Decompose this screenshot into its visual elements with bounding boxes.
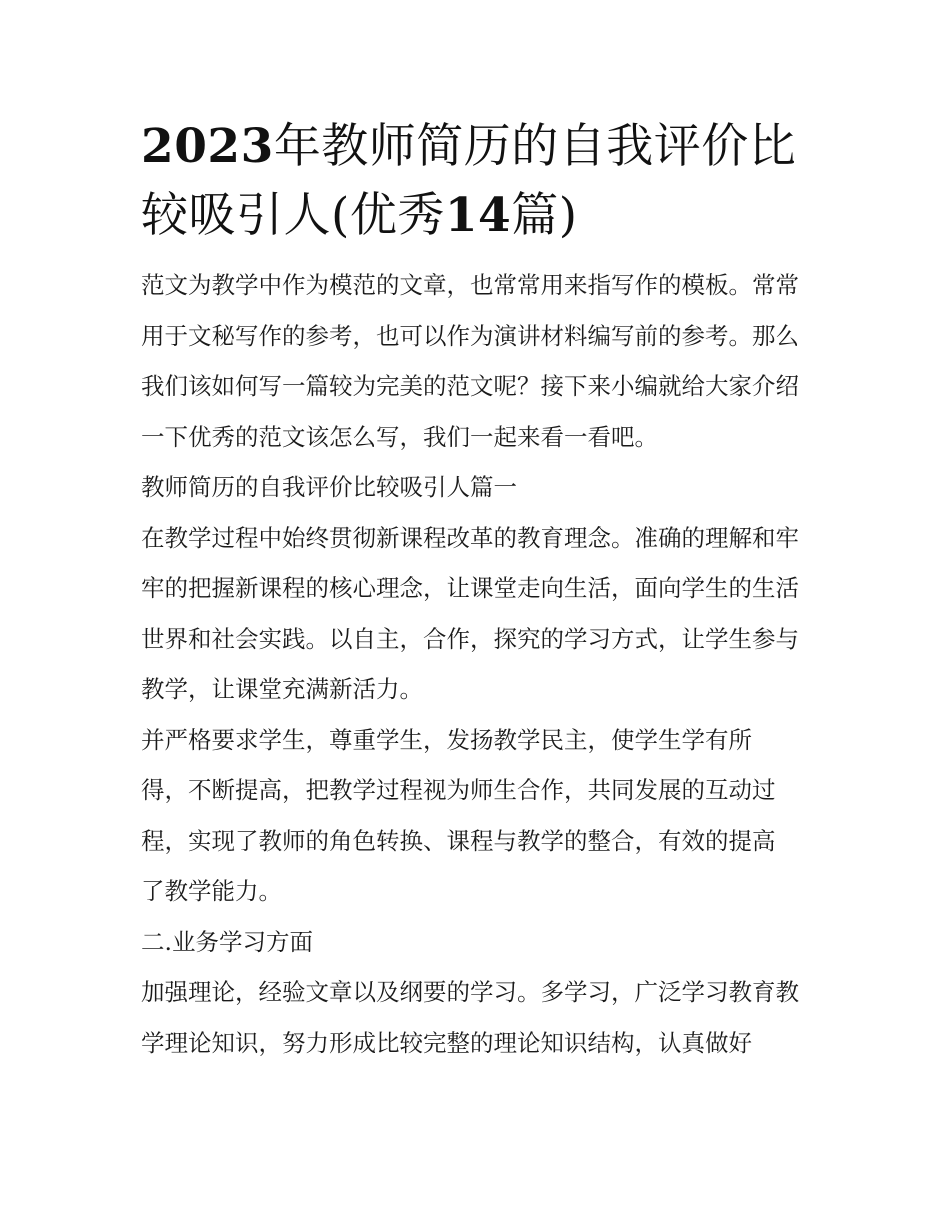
body-paragraph-2: 并严格要求学生，尊重学生，发扬教学民主，使学生学有所得，不断提高，把教学过程视为师生合作，共同发展的互动过程，实现了教师的角色转换、课程与教学的整合，有效的提高了教学能力。: [141, 725, 776, 905]
document-title: [141, 112, 821, 250]
intro-paragraph: 范文为教学中作为模范的文章，也常常用来指写作的模板。常常用于文秘写作的参考，也可以作为演讲材料编写前的参考。那么我们该如何写一篇较为完美的范文呢？接下来小编就给大家介绍一下优秀的范文该怎么写，我们一起来看一看吧。: [141, 271, 799, 451]
section-heading-2: 二.业务学习方面: [141, 927, 313, 956]
title-line-1: 2023年教师简历的自我评价比: [141, 119, 797, 174]
section-heading-1: 教师简历的自我评价比较吸引人篇一: [141, 473, 517, 501]
title-line-2: 较吸引人(优秀14篇): [141, 188, 578, 243]
body-paragraph-3: 加强理论，经验文章以及纲要的学习。多学习，广泛学习教育教学理论知识，努力形成比较完整的理论知识结构，认真做好: [141, 978, 799, 1057]
document-content: [141, 112, 821, 1068]
body-paragraph-1: 在教学过程中始终贯彻新课程改革的教育理念。准确的理解和牢牢的把握新课程的核心理念，让课堂走向生活，面向学生的生活世界和社会实践。以自主，合作，探究的学习方式，让学生参与教学，让课堂充满新活力。: [141, 523, 799, 703]
